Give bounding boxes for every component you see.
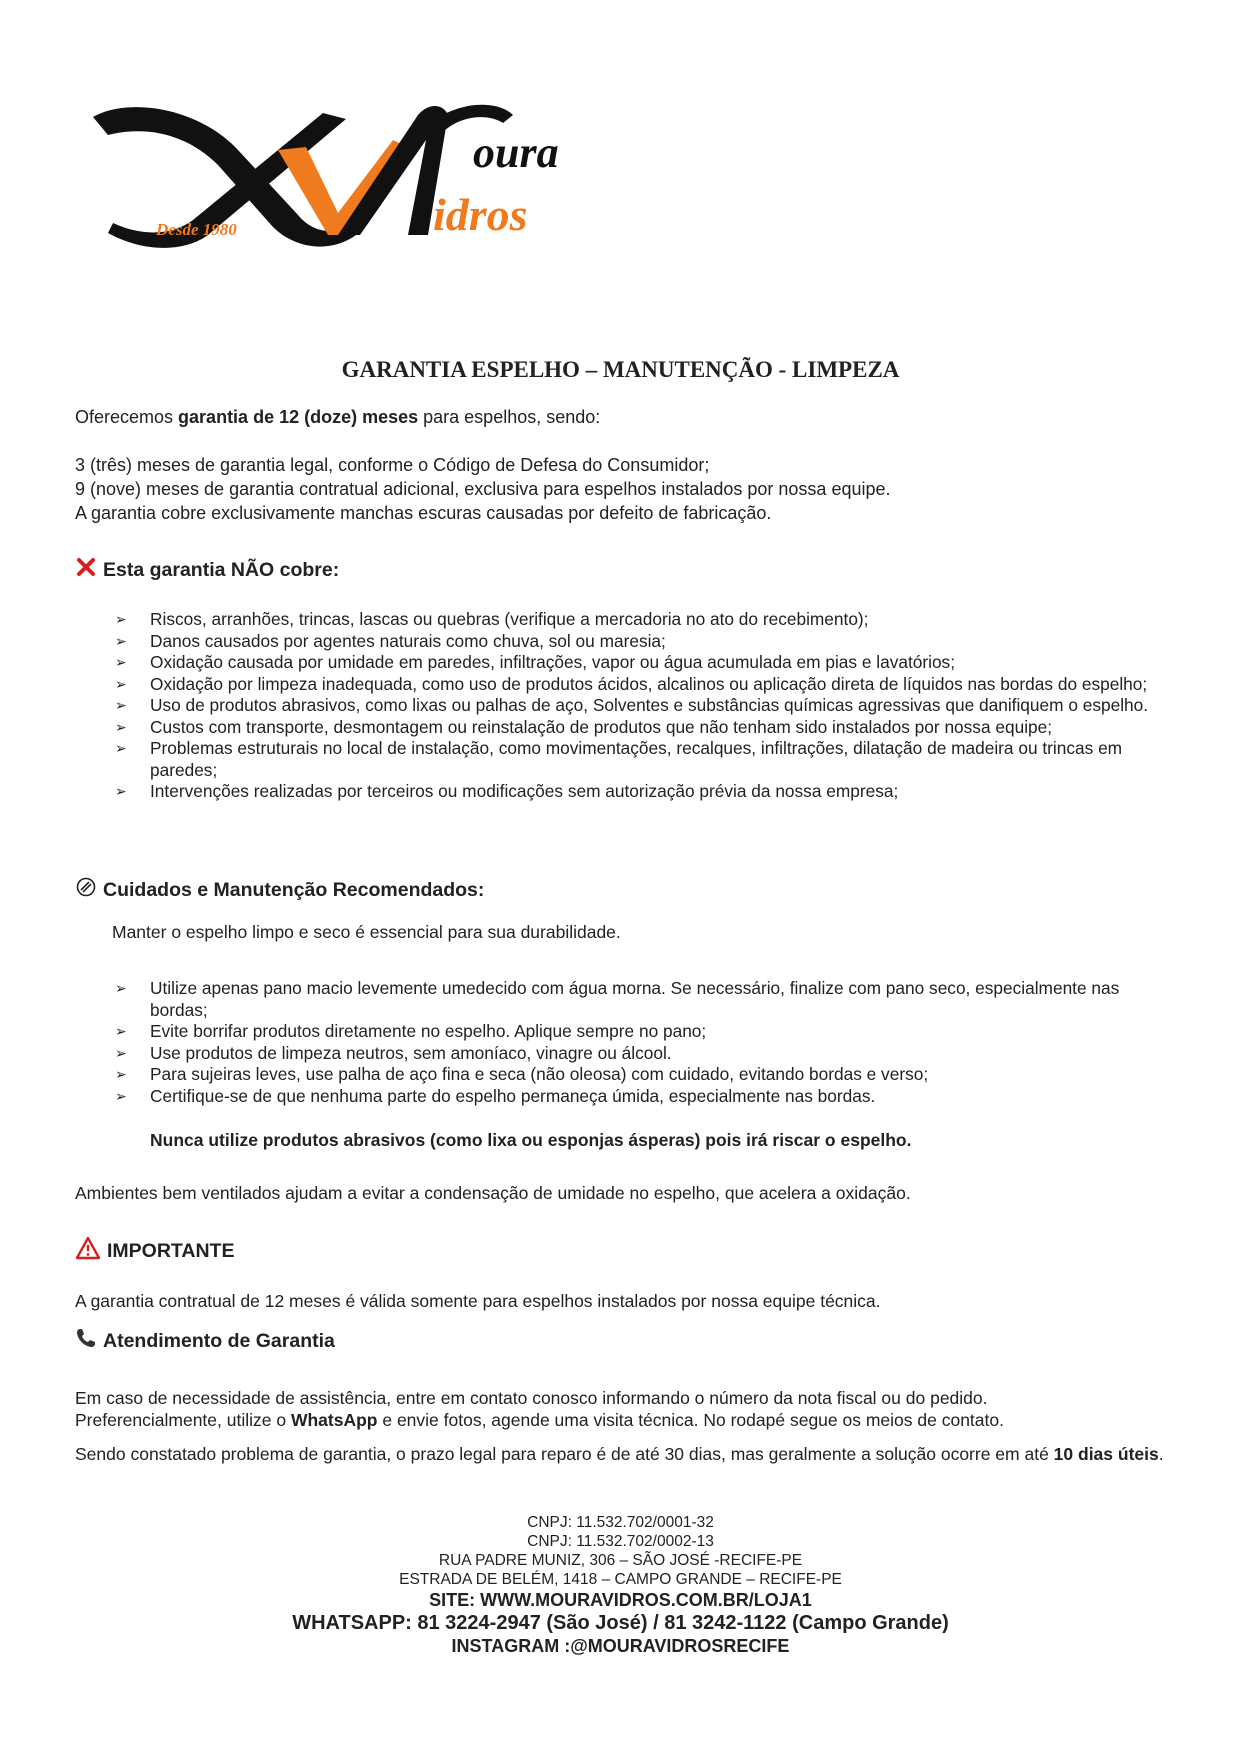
list-item [115,978,1169,1021]
list-item-text: Custos com transporte, desmontagem ou reinstalação de produtos que não tenham sido instalados por nossa equipe; [150,716,1053,737]
logo-text-top: oura [473,128,559,177]
warranty-line: A garantia cobre exclusivamente manchas escuras causadas por defeito de fabricação. [75,503,772,523]
list-item [115,695,1169,717]
care-warning: Nunca utilize produtos abrasivos (como lixa ou esponjas ásperas) pois irá riscar o espelho. [150,1130,912,1150]
intro-text: Oferecemos [75,407,179,427]
list-item-text: Evite borrifar produtos diretamente no espelho. Aplique sempre no pano; [150,1021,707,1041]
care-heading [75,876,484,904]
list-item-text: Riscos, arranhões, trincas, lascas ou quebras (verifique a mercadoria no ato do recebimento); [150,609,869,629]
arrow-bullet-icon: ➢ [115,1044,127,1061]
arrow-bullet-icon: ➢ [115,740,127,756]
list-item [115,1064,1169,1086]
arrow-bullet-icon: ➢ [115,1087,127,1104]
arrow-bullet-icon: ➢ [115,1023,127,1039]
list-item [115,1021,1169,1043]
list-item [115,738,1169,781]
list-item [115,717,1169,739]
list-item-text: Para sujeiras leves, use palha de aço fina e seca (não oleosa) com cuidado, evitando bordas e verso; [150,1064,929,1084]
list-item-text: Oxidação causada por umidade em paredes, infiltrações, vapor ou água acumulada em pias e lavatórios; [150,652,956,672]
care-list [115,978,1169,1107]
list-item-text: Problemas estruturais no local de instalação, como movimentações, recalques, infiltrações, dilatação de madeira ou trincas em paredes; [150,738,1123,780]
list-item [115,674,1169,696]
warranty-lines [75,453,1171,525]
list-item-text: Oxidação por limpeza inadequada, como uso de produtos ácidos, alcalinos ou aplicação direta de líquidos nas bordas do espelho; [150,673,1148,694]
list-item-text: Use produtos de limpeza neutros, sem amoníaco, vinagre ou álcool. [150,1042,672,1063]
list-item-text: Certifique-se de que nenhuma parte do espelho permaneça úmida, especialmente nas bordas. [150,1085,876,1106]
sparkle-icon [75,876,97,904]
footer-cnpj: CNPJ: 11.532.702/0001-32 [527,1514,714,1531]
intro-paragraph [75,405,1171,429]
not-covered-heading [75,556,339,584]
not-covered-list [115,609,1169,803]
arrow-bullet-icon: ➢ [115,783,127,799]
footer-instagram: INSTAGRAM :@MOURAVIDROSRECIFE [451,1636,790,1656]
arrow-bullet-icon: ➢ [115,1066,127,1082]
service-heading [75,1327,335,1355]
deadline-bold: 10 dias úteis [1053,1444,1159,1464]
warranty-line: 3 (três) meses de garantia legal, conforme o Código de Defesa do Consumidor; [75,455,710,475]
arrow-bullet-icon: ➢ [115,718,127,735]
service-line [75,1409,1171,1431]
intro-text-end: para espelhos, sendo: [418,407,601,427]
warning-icon [75,1236,101,1266]
phone-icon [75,1327,97,1355]
list-item [115,1043,1169,1065]
page-title: GARANTIA ESPELHO – MANUTENÇÃO - LIMPEZA [341,357,900,382]
list-item-text: Intervenções realizadas por terceiros ou modificações sem autorização prévia da nossa empresa; [150,781,899,801]
arrow-bullet-icon: ➢ [115,632,127,649]
footer-site[interactable]: SITE: WWW.MOURAVIDROS.COM.BR/LOJA1 [429,1590,812,1610]
logo-text-bottom: idros [433,189,528,240]
service-line: Em caso de necessidade de assistência, entre em contato conosco informando o número da nota fiscal ou do pedido. [75,1388,988,1408]
deadline-text-end: . [1158,1444,1164,1464]
intro-bold: garantia de 12 (doze) meses [178,407,419,427]
list-item-text: Uso de produtos abrasivos, como lixas ou palhas de aço, Solventes e substâncias químicas agressivas que danifiquem o espelho. [150,695,1149,715]
section-heading-text: Atendimento de Garantia [103,1329,335,1352]
deadline-paragraph [75,1443,1171,1465]
cross-mark-icon [75,556,97,584]
list-item [115,631,1169,653]
footer-cnpj: CNPJ: 11.532.702/0002-13 [527,1533,714,1550]
important-text: A garantia contratual de 12 meses é válida somente para espelhos instalados por nossa equipe técnica. [75,1291,881,1311]
section-heading-text: Cuidados e Manutenção Recomendados: [103,878,485,901]
section-heading-text: Esta garantia NÃO cobre: [103,558,340,581]
whatsapp-bold: WhatsApp [290,1410,378,1430]
arrow-bullet-icon: ➢ [115,654,127,670]
arrow-bullet-icon: ➢ [115,675,127,692]
arrow-bullet-icon: ➢ [115,611,127,627]
service-paragraph [75,1387,1171,1431]
service-text: e envie fotos, agende uma visita técnica. No rodapé segue os meios de contato. [377,1410,1004,1430]
logo-graphic [88,95,648,275]
arrow-bullet-icon: ➢ [115,697,127,713]
important-heading [75,1236,234,1266]
list-item [115,781,1169,803]
deadline-text: Sendo constatado problema de garantia, o prazo legal para reparo é de até 30 dias, mas geralmente a solução ocorre em até [75,1444,1054,1464]
logo-tagline: Desde 1980 [156,220,237,239]
ventilation-note: Ambientes bem ventilados ajudam a evitar a condensação de umidade no espelho, que acelera a oxidação. [75,1183,911,1203]
list-item [115,652,1169,674]
footer [0,1513,1241,1657]
arrow-bullet-icon: ➢ [115,980,127,996]
company-logo [88,95,648,275]
section-heading-text: IMPORTANTE [107,1239,235,1262]
list-item [115,609,1169,631]
footer-address: ESTRADA DE BELÉM, 1418 – CAMPO GRANDE – RECIFE-PE [399,1571,842,1588]
footer-whatsapp: WHATSAPP: 81 3224-2947 (São José) / 81 3242-1122 (Campo Grande) [292,1612,949,1634]
warranty-line: 9 (nove) meses de garantia contratual adicional, exclusiva para espelhos instalados por nossa equipe. [75,479,891,499]
list-item-text: Danos causados por agentes naturais como chuva, sol ou maresia; [150,630,666,651]
care-intro: Manter o espelho limpo e seco é essencial para sua durabilidade. [112,922,621,942]
list-item-text: Utilize apenas pano macio levemente umedecido com água morna. Se necessário, finalize com pano seco, especialmente nas bordas; [150,978,1120,1020]
service-text: Preferencialmente, utilize o [75,1410,291,1430]
list-item [115,1086,1169,1108]
footer-address: RUA PADRE MUNIZ, 306 – SÃO JOSÉ -RECIFE-PE [438,1552,803,1569]
